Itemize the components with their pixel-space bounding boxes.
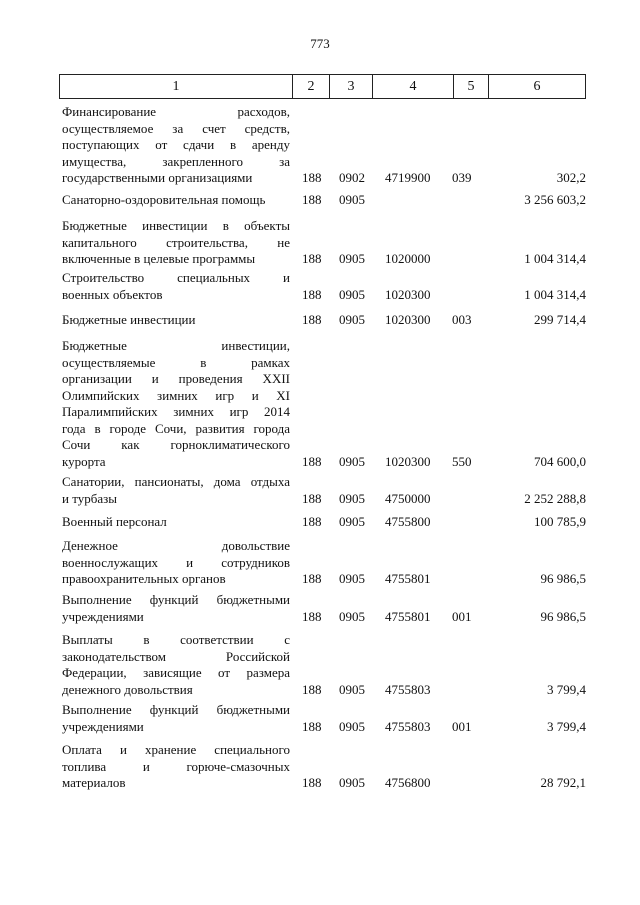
row-amount: 1 004 314,4 [524, 251, 586, 266]
row-amount: 302,2 [556, 170, 586, 185]
row-description [62, 632, 290, 698]
row-description-line: материалов [62, 775, 126, 790]
row-ministry-code: 188 [302, 571, 322, 586]
row-description-line: поступающих от сдачи в аренду [62, 137, 290, 152]
row-section-code: 0905 [339, 251, 365, 266]
row-amount: 3 256 603,2 [524, 192, 586, 207]
row-section-code: 0905 [339, 490, 365, 506]
row-description [62, 312, 290, 329]
header-col-1: 1 [60, 75, 293, 99]
header-col-3: 3 [330, 75, 373, 99]
row-amount: 3 799,4 [547, 681, 586, 697]
row-target-article: 4755803 [385, 681, 431, 697]
row-description-line: денежного довольствия [62, 681, 193, 697]
row-ministry-code: 188 [302, 453, 322, 469]
page-number: 773 [310, 36, 330, 51]
row-target-article: 1020300 [385, 453, 431, 469]
row-amount: 3 799,4 [547, 718, 586, 734]
header-col-5: 5 [454, 75, 489, 99]
row-expense-type: 550 [452, 453, 472, 469]
row-description [62, 104, 290, 187]
row-ministry-code: 188 [302, 608, 322, 624]
row-ministry-code: 188 [302, 775, 322, 790]
row-description-line: Выполнение функций бюджетными [62, 592, 290, 607]
row-ministry-code: 188 [302, 514, 322, 529]
row-description-line: года в городе Сочи, развития города [62, 420, 290, 436]
row-ministry-code: 188 [302, 251, 322, 266]
row-section-code: 0905 [339, 681, 365, 697]
row-amount: 28 792,1 [540, 775, 586, 790]
row-description-line: законодательством Российской [62, 648, 290, 664]
row-target-article: 1020300 [385, 312, 431, 327]
row-target-article: 1020300 [385, 286, 431, 302]
row-description-line: Выплаты в соответствии с [62, 632, 290, 647]
row-target-article: 4750000 [385, 490, 431, 506]
row-section-code: 0905 [339, 608, 365, 624]
row-description-line: Санаторно-оздоровительная помощь [62, 192, 266, 207]
row-amount: 100 785,9 [534, 514, 586, 529]
row-description-line: учреждениями [62, 608, 144, 624]
row-amount: 96 986,5 [540, 571, 586, 586]
row-expense-type: 039 [452, 170, 472, 185]
row-target-article: 4755801 [385, 571, 431, 586]
row-description-line: правоохранительных органов [62, 571, 226, 586]
row-description-line: курорта [62, 453, 106, 469]
row-target-article: 4755800 [385, 514, 431, 529]
row-amount: 299 714,4 [534, 312, 586, 327]
row-amount: 704 600,0 [534, 453, 586, 469]
row-expense-type: 003 [452, 312, 472, 327]
row-description-line: Санатории, пансионаты, дома отдыха [62, 474, 290, 489]
header-col-2: 2 [293, 75, 330, 99]
row-description-line: Денежное довольствие [62, 538, 290, 553]
table-header [59, 74, 586, 99]
row-description-line: Оплата и хранение специального [62, 742, 290, 757]
row-description [62, 742, 290, 792]
row-section-code: 0905 [339, 775, 365, 790]
row-section-code: 0905 [339, 718, 365, 734]
row-ministry-code: 188 [302, 718, 322, 734]
row-section-code: 0902 [339, 170, 365, 185]
row-description-line: военнослужащих и сотрудников [62, 554, 290, 570]
row-description-line: Федерации, зависящие от размера [62, 665, 290, 680]
row-ministry-code: 188 [302, 490, 322, 506]
row-target-article: 4719900 [385, 170, 431, 185]
row-description-line: Сочи как горноклиматического [62, 437, 290, 452]
row-expense-type: 001 [452, 718, 472, 734]
row-description-line: имущества, закрепленного за [62, 153, 290, 169]
row-description-line: осуществляемое за счет средств, [62, 120, 290, 136]
row-description [62, 338, 290, 470]
row-section-code: 0905 [339, 192, 365, 207]
row-description-line: Выполнение функций бюджетными [62, 702, 290, 717]
row-description-line: организации и проведения XXII [62, 371, 290, 386]
row-description [62, 702, 290, 735]
row-description-line: капитального строительства, не [62, 234, 290, 250]
row-ministry-code: 188 [302, 170, 322, 185]
row-ministry-code: 188 [302, 312, 322, 327]
row-amount: 2 252 288,8 [524, 490, 586, 506]
row-section-code: 0905 [339, 286, 365, 302]
row-target-article: 4755801 [385, 608, 431, 624]
header-col-4: 4 [373, 75, 454, 99]
header-col-6: 6 [489, 75, 586, 99]
row-description-line: учреждениями [62, 718, 144, 734]
row-description-line: Олимпийских зимних игр и XI [62, 387, 290, 403]
row-description [62, 538, 290, 588]
row-description-line: Бюджетные инвестиции в объекты [62, 218, 290, 233]
row-description-line: Паралимпийских зимних игр 2014 [62, 404, 290, 419]
row-description-line: Военный персонал [62, 514, 167, 529]
row-amount: 1 004 314,4 [524, 286, 586, 302]
row-amount: 96 986,5 [540, 608, 586, 624]
row-expense-type: 001 [452, 608, 472, 624]
row-description [62, 218, 290, 268]
row-ministry-code: 188 [302, 286, 322, 302]
row-target-article: 1020000 [385, 251, 431, 266]
row-description [62, 270, 290, 303]
row-description-line: Финансирование расходов, [62, 104, 290, 119]
row-description-line: военных объектов [62, 286, 163, 302]
row-description [62, 514, 290, 531]
row-description [62, 192, 290, 209]
row-section-code: 0905 [339, 571, 365, 586]
row-section-code: 0905 [339, 514, 365, 529]
row-description [62, 592, 290, 625]
row-target-article: 4756800 [385, 775, 431, 790]
row-description-line: государственными организациями [62, 170, 253, 185]
row-description-line: осуществляемые в рамках [62, 354, 290, 370]
row-ministry-code: 188 [302, 681, 322, 697]
row-description-line: Бюджетные инвестиции, [62, 338, 290, 353]
row-ministry-code: 188 [302, 192, 322, 207]
row-description-line: топлива и горюче-смазочных [62, 758, 290, 774]
row-description-line: Строительство специальных и [62, 270, 290, 285]
row-description-line: Бюджетные инвестиции [62, 312, 196, 327]
row-section-code: 0905 [339, 453, 365, 469]
row-description-line: включенные в целевые программы [62, 251, 256, 266]
row-description [62, 474, 290, 507]
row-target-article: 4755803 [385, 718, 431, 734]
row-description-line: и турбазы [62, 490, 117, 506]
row-section-code: 0905 [339, 312, 365, 327]
